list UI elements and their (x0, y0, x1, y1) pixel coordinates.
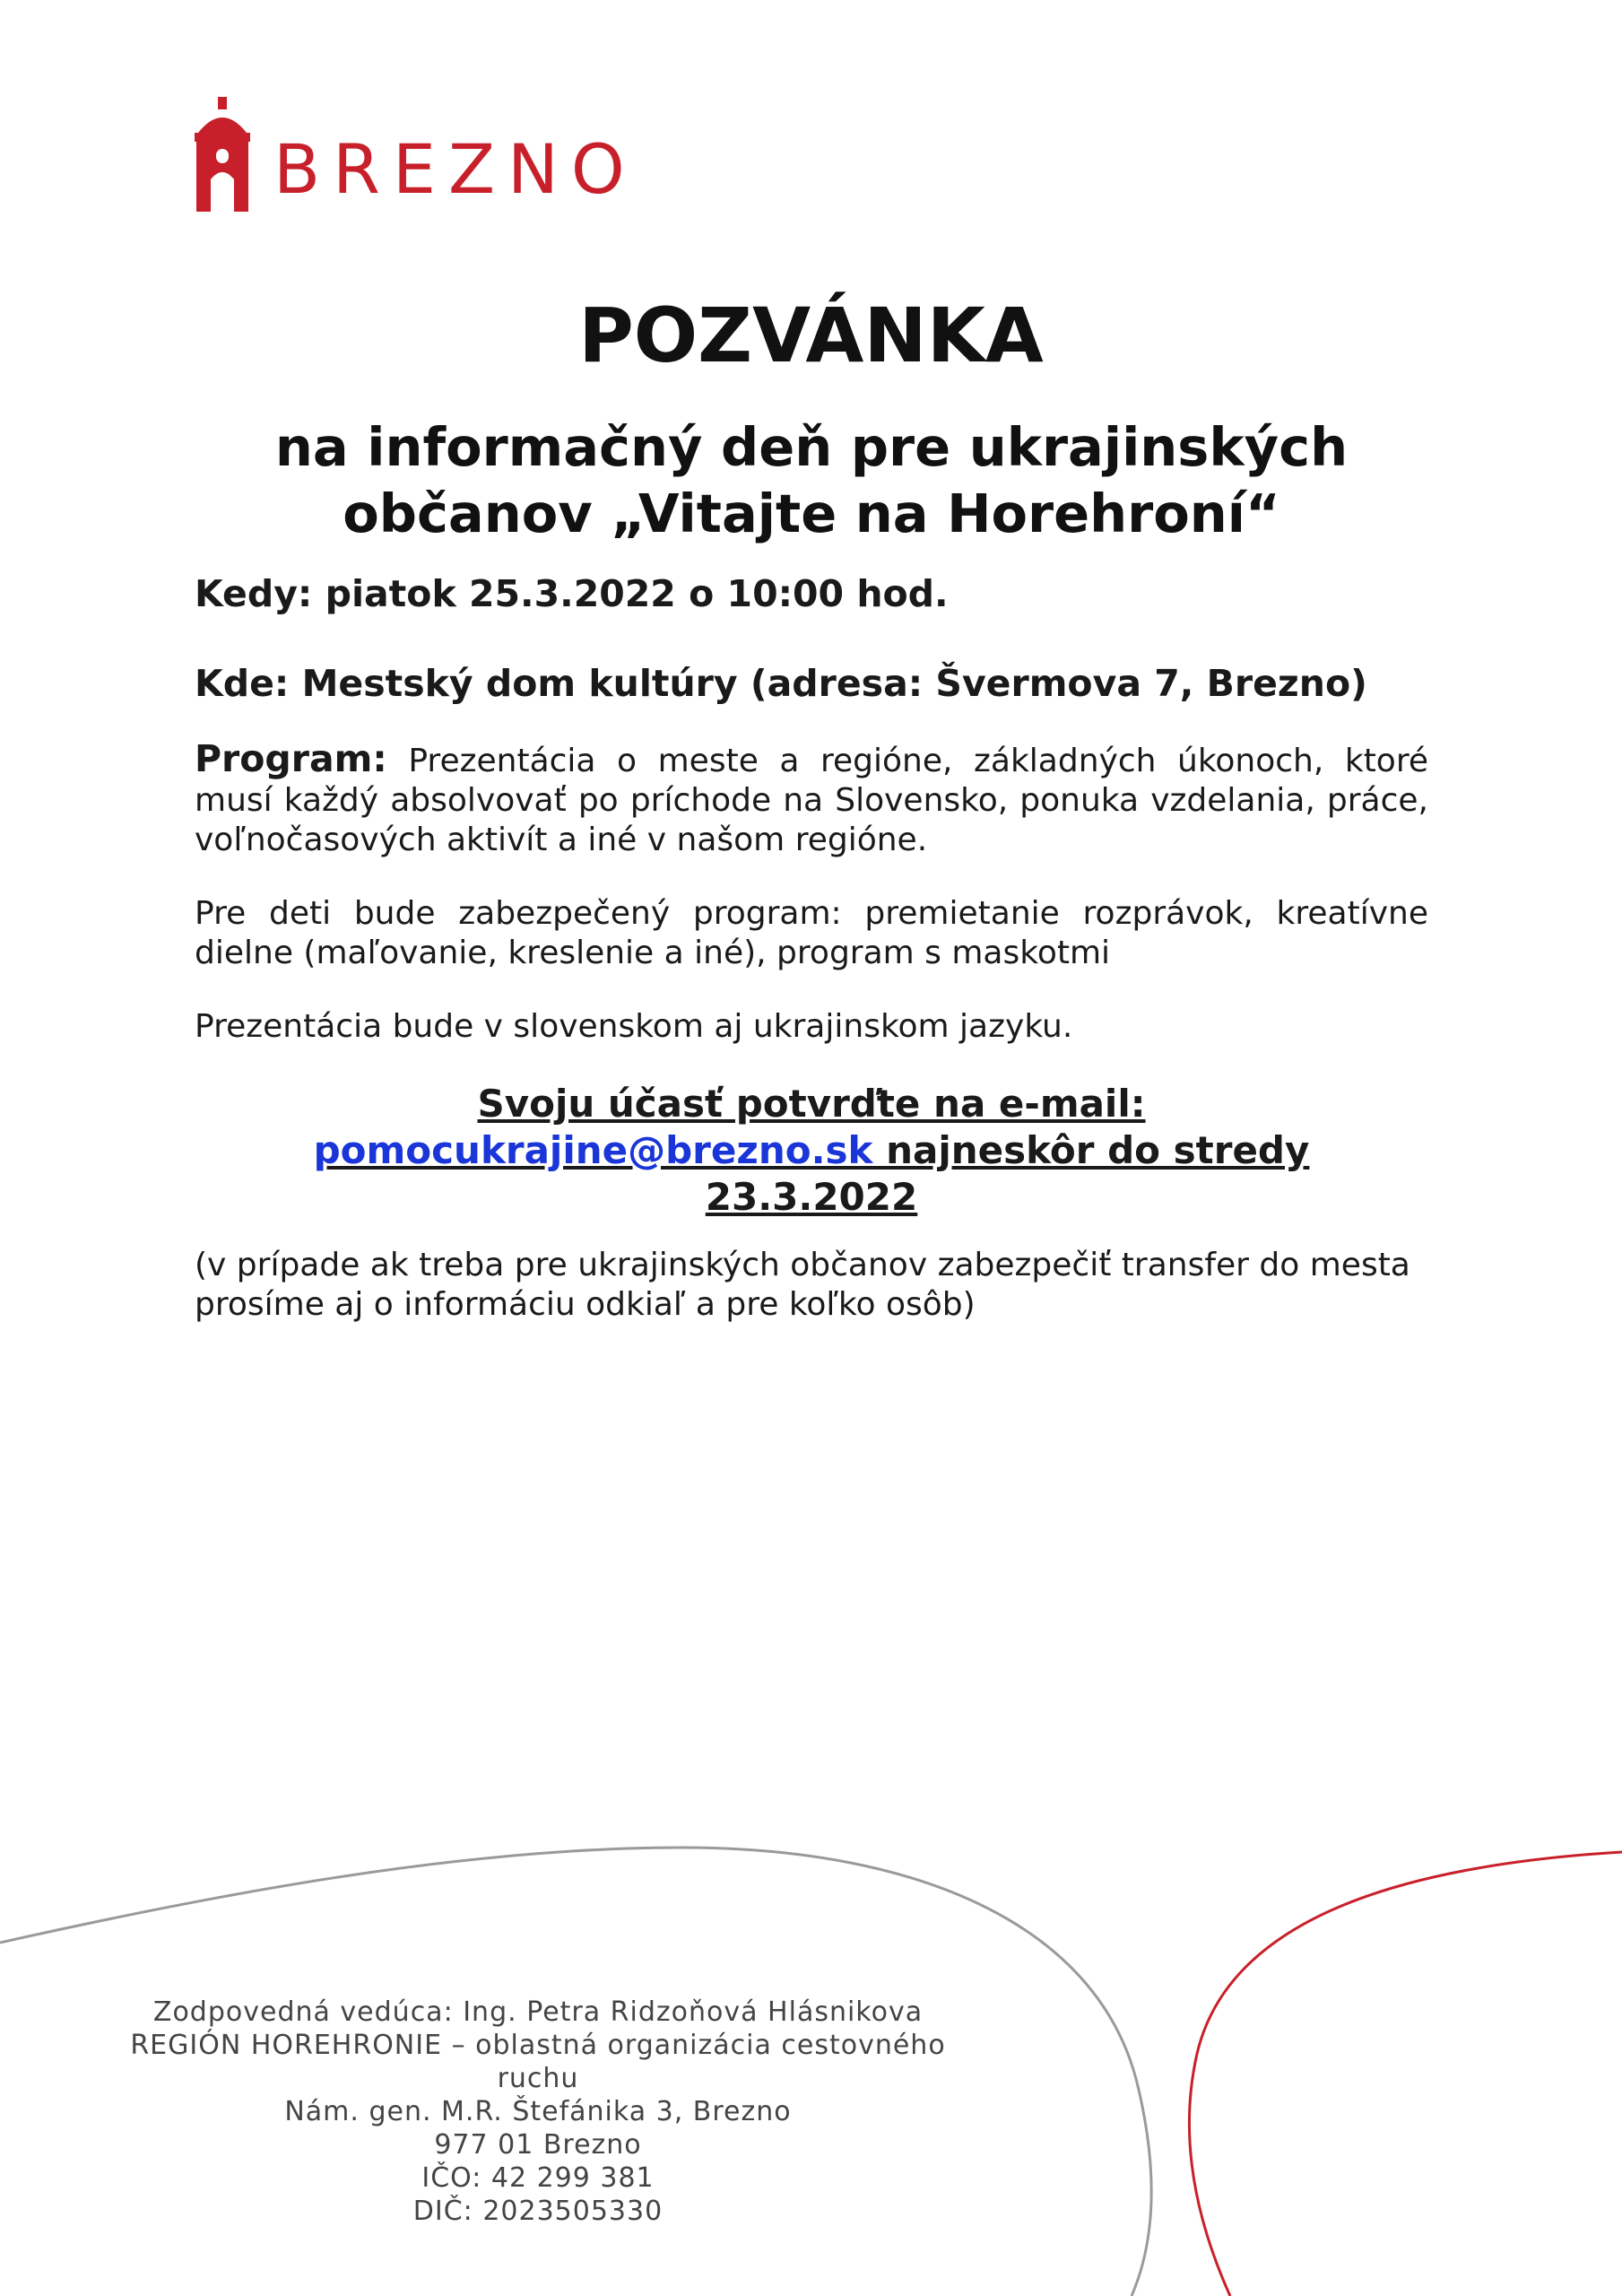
confirm-line-1: Svoju účasť potvrďte na e-mail: (477, 1082, 1146, 1126)
subtitle-line-1: na informačný deň pre ukrajinských (274, 416, 1349, 478)
transfer-note: (v prípade ak treba pre ukrajinských občanov zabezpečiť transfer do mesta prosíme aj o informáciu odkiaľ a pre koľko osôb) (195, 1247, 1410, 1323)
language-note: Prezentácia bude v slovenskom aj ukrajinskom jazyku. (195, 1008, 1073, 1045)
program-label: Program: (195, 737, 387, 780)
footer-line-5: IČO: 42 299 381 (421, 2162, 655, 2194)
logo-text: BREZNO (273, 128, 638, 209)
footer-line-4: 977 01 Brezno (434, 2129, 642, 2161)
confirm-date: 23.3.2022 (705, 1175, 918, 1219)
page-title: POZVÁNKA (578, 291, 1044, 379)
subtitle-line-2: občanov „Vitajte na Horehroní“ (343, 483, 1280, 544)
kids-program-paragraph: Pre deti bude zabezpečený program: premietanie rozprávok, kreatívne dielne (maľovanie, kreslenie a iné), program s maskotmi (195, 895, 1428, 971)
event-where: Kde: Mestský dom kultúry (adresa: Švermova 7, Brezno) (195, 662, 1367, 705)
red-curve (1189, 1852, 1622, 2296)
footer-line-3: Nám. gen. M.R. Štefánika 3, Brezno (284, 2096, 792, 2127)
confirm-deadline-text: najneskôr do stredy (872, 1128, 1310, 1172)
program-text: Prezentácia o meste a regióne, základných úkonoch, ktoré musí každý absolvovať po príchode na Slovensko, ponuka vzdelania, práce, voľnočasových aktivít a iné v našom regióne. (195, 743, 1428, 858)
footer-contact (90, 1996, 986, 2228)
footer-line-1: Zodpovedná vedúca: Ing. Petra Ridzoňová Hlásnikova (152, 1996, 924, 2028)
email-link[interactable]: pomocukrajine@brezno.sk (313, 1128, 873, 1172)
event-when: Kedy: piatok 25.3.2022 o 10:00 hod. (195, 572, 949, 615)
footer-line-6: DIČ: 2023505330 (412, 2196, 664, 2227)
footer-line-2: REGIÓN HOREHRONIE – oblastná organizácia cestovného ruchu (130, 2030, 946, 2094)
